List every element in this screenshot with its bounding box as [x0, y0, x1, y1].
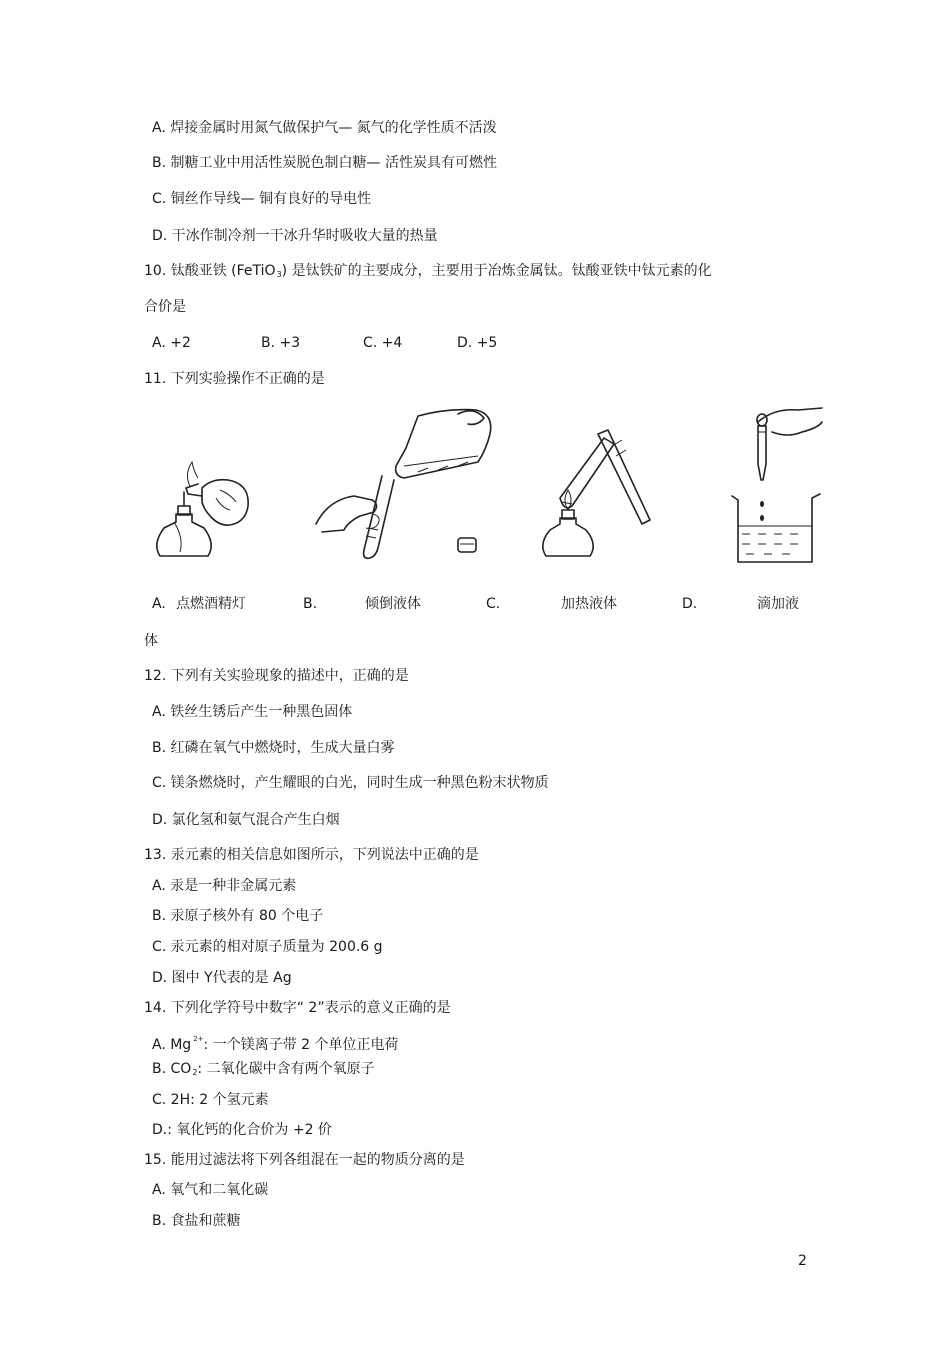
q12-stem: 12. 下列有关实验现象的描述中，正确的是	[144, 668, 409, 684]
q12-option-c: C. 镁条燃烧时，产生耀眼的白光，同时生成一种黑色粉末状物质	[152, 775, 549, 791]
q11-label-d-letter: D.	[682, 596, 698, 612]
alcohol-lamp-lighting-figure	[150, 448, 260, 568]
q11-label-c-text: 加热液体	[561, 596, 617, 612]
q14-option-d: D.: 氧化钙的化合价为 +2 价	[152, 1122, 332, 1138]
q9-option-c: C. 铜丝作导线— 铜有良好的导电性	[152, 191, 372, 207]
q13-option-c: C. 汞元素的相对原子质量为 200.6 g	[152, 939, 383, 955]
heating-liquid-figure	[538, 428, 668, 568]
q11-label-a-text: 点燃酒精灯	[176, 596, 246, 612]
q11-stem: 11. 下列实验操作不正确的是	[144, 371, 325, 387]
q13-option-b: B. 汞原子核外有 80 个电子	[152, 908, 324, 924]
q13-option-a: A. 汞是一种非金属元素	[152, 878, 297, 894]
q10-stem: 10. 钛酸亚铁 (FeTiO$_3$) 是钛铁矿的主要成分，主要用于冶炼金属钛。钛酸亚铁中钛元素的化	[144, 263, 712, 279]
q9-option-b: B. 制糖工业中用活性炭脱色制白糖— 活性炭具有可燃性	[152, 155, 497, 171]
q12-option-b: B. 红磷在氧气中燃烧时，生成大量白雾	[152, 740, 395, 756]
q9-option-a: A. 焊接金属时用氮气做保护气— 氮气的化学性质不活泼	[152, 120, 497, 136]
q10-option-a: A. +2	[152, 335, 191, 351]
q13-stem: 13. 汞元素的相关信息如图所示，下列说法中正确的是	[144, 847, 479, 863]
q15-stem: 15. 能用过滤法将下列各组混在一起的物质分离的是	[144, 1152, 465, 1168]
q10-option-d: D. +5	[457, 335, 498, 351]
q10-option-b: B. +3	[261, 335, 301, 351]
q11-label-b-text: 倾倒液体	[365, 596, 421, 612]
q12-option-a: A. 铁丝生锈后产生一种黑色固体	[152, 704, 353, 720]
q10-stem-continuation: 合价是	[144, 299, 186, 315]
q11-label-d-text: 滴加液	[757, 596, 799, 612]
q12-option-d: D. 氯化氢和氨气混合产生白烟	[152, 812, 340, 828]
q14-option-a: A. Mg $^{2+}$: 一个镁离子带 2 个单位正电荷	[152, 1035, 399, 1053]
q11-label-c-letter: C.	[486, 596, 501, 612]
q9-option-d: D. 干冰作制冷剂一干冰升华时吸收大量的热量	[152, 228, 438, 244]
q11-label-d-wrap: 体	[144, 633, 158, 649]
q11-label-a-letter: A.	[152, 596, 166, 612]
page-number: 2	[798, 1253, 807, 1269]
q15-option-b: B. 食盐和蔗糖	[152, 1213, 241, 1229]
dropping-liquid-figure	[728, 402, 826, 570]
q14-option-c: C. 2H: 2 个氢元素	[152, 1092, 269, 1108]
q14-stem: 14. 下列化学符号中数字“ 2”表示的意义正确的是	[144, 1000, 451, 1016]
q14-option-b: B. $CO_2$: 二氧化碳中含有两个氧原子	[152, 1061, 375, 1077]
q11-label-b-letter: B.	[303, 596, 318, 612]
q13-option-d: D. 图中 Y代表的是 Ag	[152, 970, 292, 986]
q15-option-a: A. 氧气和二氧化碳	[152, 1182, 269, 1198]
pouring-liquid-figure	[308, 404, 508, 564]
q10-option-c: C. +4	[363, 335, 403, 351]
